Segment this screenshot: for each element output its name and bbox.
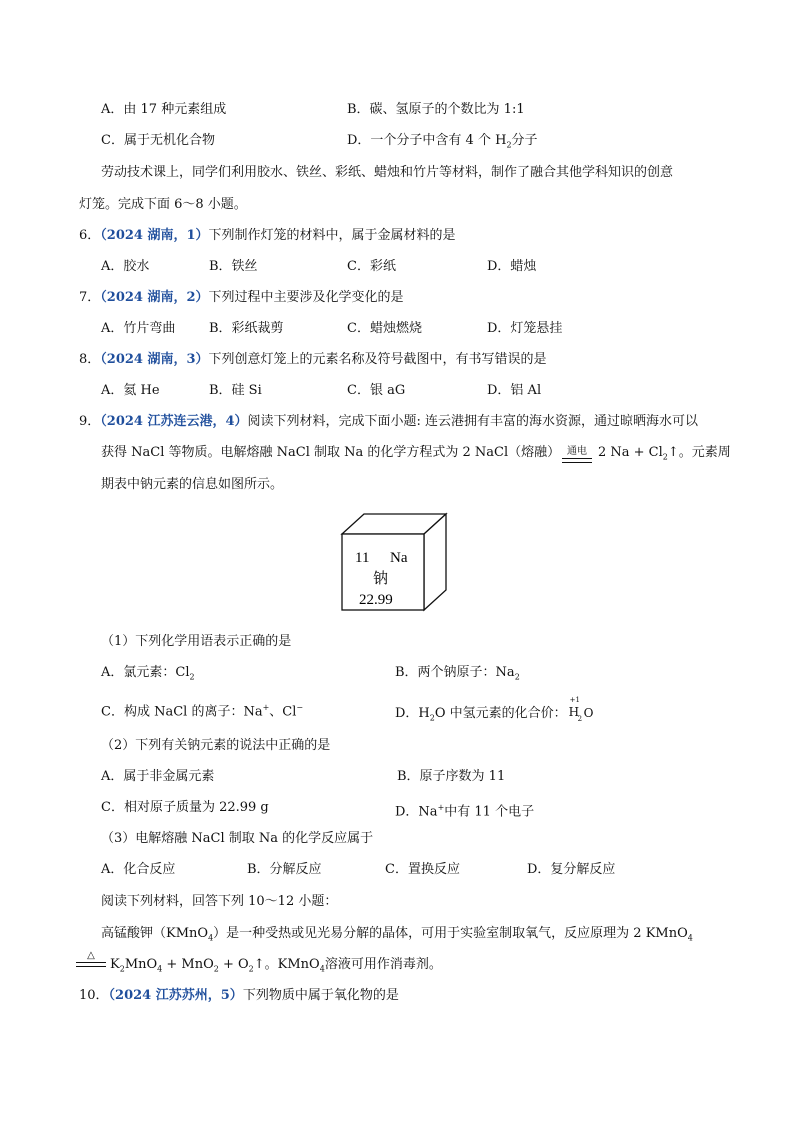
subscript: 2 [514,672,520,682]
formula-o: O [583,706,594,720]
q9-sub1-option-b [395,664,520,687]
q9-stem-line2: 获得 NaCl 等物质。电解熔融 NaCl 制取 Na 的化学方程式为 2 NaCl（熔融） [101,445,561,460]
lantern-intro-line1: 劳动技术课上，同学们利用胶水、铁丝、彩纸、蜡烛和竹片等材料，制作了融合其他学科知识的创意 [101,165,674,180]
q9-sub1-option-c [101,699,303,721]
q8-option-b: B．硅 Si [209,383,262,398]
option-text-mid: O 中氢元素的化合价： [434,706,567,721]
q5-option-b: B．碳、氢原子的个数比为 1:1 [347,102,525,117]
q8-option-c: C．银 aG [347,383,406,398]
q7-option-a: A．竹片弯曲 [101,321,176,336]
q5-option-c: C．属于无机化合物 [101,133,215,148]
formula-sub: 2 [577,715,583,723]
subscript: 2 [213,964,219,974]
atomic-mass: 22.99 [359,592,393,608]
q8-stem [79,351,547,369]
question-number: 6． [79,228,101,243]
option-text-mid: 、Cl [269,704,297,720]
option-text: A．氯元素：Cl [101,665,190,680]
q9-stem-line1 [79,413,698,431]
intro-text-mid: ）是一种受热或见光易分解的晶体，可用于实验室制取氧气，反应原理为 2 KMnO [213,926,688,941]
q9-sub3-option-a: A．化合反应 [101,862,176,877]
q5-option-d [347,132,538,155]
option-text: C．构成 NaCl 的离子：Na [101,704,263,720]
subscript: 2 [506,140,512,150]
superscript: + [262,703,270,712]
q5-option-d-end: 分子 [511,133,538,148]
subscript: 4 [157,964,163,974]
subscript: 4 [319,964,325,974]
condition-bar [76,962,106,967]
kmno4-intro-line2 [101,925,693,948]
formula-plus-mno2: + MnO [162,957,214,972]
condition-symbol: △ [87,950,95,961]
formula-mno: MnO [124,957,158,972]
question-text: 下列过程中主要涉及化学变化的是 [208,290,404,305]
sodium-element-card [340,512,450,612]
subscript: 2 [189,672,195,682]
q8-option-a: A．氦 He [101,383,160,398]
valence-mark: +1 [569,696,580,704]
reaction-condition-heat [76,950,106,967]
q6-option-a: A．胶水 [101,259,150,274]
intro-text: 高锰酸钾（KMnO [101,926,209,941]
subscript: 4 [208,933,214,943]
subscript: 2 [662,452,668,462]
option-text: B．两个钠原子：Na [395,665,515,680]
question-number: 7． [79,290,101,305]
reaction-condition-electrolysis [562,442,592,463]
q9-sub1-option-a [101,664,195,687]
subscript: 2 [248,964,254,974]
q10-stem [79,987,399,1005]
intro-text-end: 溶液可用作消毒剂。 [324,957,442,972]
q9-stem-line2-product [598,444,731,467]
q9-sub2-option-a: A．属于非金属元素 [101,769,215,784]
q9-sub3-option-d: D．复分解反应 [527,862,616,877]
q9-sub3-option-c: C．置换反应 [385,862,460,877]
q6-option-c: C．彩纸 [347,259,396,274]
question-source: （2024 湖南，1） [100,228,209,243]
formula-k: K [110,957,120,972]
q5-option-a: A．由 17 种元素组成 [101,102,227,117]
superscript: − [296,703,304,712]
question-source: （2024 江苏连云港，4） [100,414,248,429]
intro-text: ↑。KMnO [253,957,320,972]
element-name: 钠 [373,571,389,587]
question-text: 下列制作灯笼的材料中，属于金属材料的是 [208,228,456,243]
element-symbol: Na [390,550,408,566]
condition-bar [562,458,592,463]
q9-stem-line3: 期表中钠元素的信息如图所示。 [101,477,284,492]
q9-sub1-stem: （1）下列化学用语表示正确的是 [101,634,292,649]
option-text: D．Na [395,804,438,820]
subscript: 2 [119,964,125,974]
subscript: 2 [429,713,435,723]
condition-text: 通电 [567,446,587,457]
q6-option-b: B．铁丝 [209,259,258,274]
question-text: 阅读下列材料，完成下面小题: 连云港拥有丰富的海水资源，通过晾晒海水可以 [247,414,699,429]
question-number: 9． [79,414,101,429]
formula-h: H [568,705,580,719]
formula-plus-o2: + O [218,957,249,972]
q9-sub3-option-b: B．分解反应 [247,862,322,877]
question-text: 下列物质中属于氧化物的是 [242,988,399,1003]
option-text: D．H [395,706,430,721]
question-text: 下列创意灯笼上的元素名称及符号截图中，有书写错误的是 [208,352,547,367]
q6-option-d: D．蜡烛 [487,259,537,274]
valence-formula [567,696,601,723]
question-source: （2024 湖南，3） [100,352,209,367]
question-source: （2024 江苏苏州，5） [108,988,243,1003]
q8-option-d: D．铝 Al [487,383,542,398]
superscript: + [437,803,445,812]
atomic-number: 11 [355,550,370,566]
q7-option-d: D．灯笼悬挂 [487,321,563,336]
q9-sub2-option-d [395,799,534,821]
q9-sub1-option-d [395,696,601,728]
kmno4-intro-line3 [110,956,442,979]
kmno4-intro-line1: 阅读下列材料，回答下列 10～12 小题： [101,894,338,909]
equation-end: ↑。元素周 [667,445,731,460]
q7-stem [79,289,404,307]
q9-sub2-stem: （2）下列有关钠元素的说法中正确的是 [101,738,331,753]
q7-option-c: C．蜡烛燃烧 [347,321,422,336]
lantern-intro-line2: 灯笼。完成下面 6～8 小题。 [79,197,247,212]
question-source: （2024 湖南，2） [100,290,209,305]
question-number: 10． [79,988,109,1003]
option-text-end: 中有 11 个电子 [444,804,535,820]
q9-sub3-stem: （3）电解熔融 NaCl 制取 Na 的化学反应属于 [101,831,374,846]
equation-product: 2 Na + Cl [598,445,663,460]
q7-option-b: B．彩纸裁剪 [209,321,284,336]
q9-sub2-option-b: B．原子序数为 11 [397,769,506,784]
question-number: 8． [79,352,101,367]
q5-option-d-text: D．一个分子中含有 4 个 H [347,133,507,148]
subscript: 4 [687,933,693,943]
q9-sub2-option-c: C．相对原子质量为 22.99 g [101,800,269,815]
q6-stem [79,227,456,245]
